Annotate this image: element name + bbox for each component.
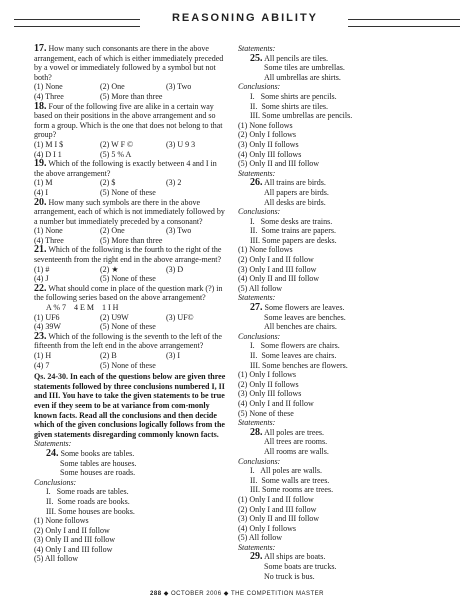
conclusions-label: Conclusions: [34, 477, 77, 487]
conclusions-label: Conclusions: [238, 331, 281, 341]
option: (3) Only II follows [238, 139, 299, 149]
option: (3) Only III follows [238, 389, 302, 399]
statements-label: Statements: [238, 168, 276, 178]
statement: All desks are birds. [264, 197, 326, 207]
option: (2) W F © [100, 139, 134, 149]
question-20: 20. How many such symbols are there in the above arrangement, each of which is not immediately followed by a number but immediately preceded by a consonant? [34, 196, 225, 226]
option: (1) None follows [34, 516, 89, 526]
option: (3) 2 [166, 178, 182, 188]
option: (5) None of these [100, 187, 156, 197]
magazine-name: THE COMPETITION MASTER [230, 591, 324, 597]
option: (4) Only I follows [238, 523, 296, 533]
left-column [34, 44, 226, 564]
options-19 [34, 178, 226, 188]
statements-label: Statements: [238, 542, 276, 552]
option: (1) None follows [238, 120, 293, 130]
statement: 24. Some books are tables. [46, 447, 135, 459]
page-number: 288 [150, 591, 162, 597]
option: (2) Only I and II follow [238, 255, 314, 265]
question-19: 19. Which of the following is exactly between 4 and I in the above arrangement? [34, 158, 217, 178]
conclusions-label: Conclusions: [238, 82, 281, 92]
option: (4) Three [34, 91, 64, 101]
statement: All umbrellas are shirts. [264, 72, 341, 82]
option: (3) Only II and III follow [34, 535, 116, 545]
conclusion: III. Some houses are books. [46, 506, 135, 516]
options-21 [34, 265, 226, 275]
option: (3) I [166, 351, 180, 360]
option: (5) All follow [34, 554, 78, 564]
statements-label: Statements: [34, 439, 72, 449]
conclusion: II. Some walls are trees. [250, 475, 330, 485]
option: (3) Only II and III follow [238, 514, 320, 524]
option: (4) Only II and III follow [238, 274, 320, 284]
header-rule-left [14, 19, 140, 27]
option: (1) UF6 [34, 312, 60, 322]
question-17: 17. How many such consonants are there in the above arrangement, each of which is either immediately preceded by a vowel or immediately followed by a symbol but not both? [34, 43, 224, 82]
option: (4) Only I and III follow [34, 544, 113, 554]
options-23 [34, 351, 226, 361]
option: (5) All follow [238, 283, 282, 293]
option: (2) One [100, 226, 125, 236]
option: (5) More than three [100, 91, 163, 101]
question-18: 18. Four of the following five are alike in a certain way based on their positions in the above arrangement and so form a group. Which is the one that does not belong to that group? [34, 100, 223, 140]
conclusion: I. Some desks are trains. [250, 216, 333, 226]
option: (1) M I $ [34, 139, 64, 149]
option: (5) None of these [238, 408, 294, 418]
options-23b [34, 361, 226, 371]
issue-date: OCTOBER 2006 [171, 591, 222, 597]
diamond-icon: ◆ [223, 591, 229, 597]
option: (1) None [34, 82, 63, 92]
option: (4) Only III follows [238, 149, 302, 159]
option: (4) D I 1 [34, 149, 62, 159]
option: (2) One [100, 82, 125, 92]
option: (4) Only I and II follow [238, 398, 314, 408]
statement: 28. All poles are trees. [250, 426, 325, 438]
option: (5) More than three [100, 235, 163, 245]
series: A % 7 4 E M 1 I H [46, 303, 119, 313]
option: (1) Only I follows [238, 370, 296, 380]
question-22: 22. What should come in place of the question mark (?) in the following series based on the above arrangement? [34, 282, 223, 303]
option: (1) None follows [238, 245, 293, 255]
option: (4) Three [34, 235, 64, 245]
option: (3) Two [166, 226, 192, 236]
option: (2) Only I follows [238, 130, 296, 140]
statement: All papers are birds. [264, 187, 329, 197]
options-22b [34, 322, 226, 332]
option: (1) M [34, 178, 53, 188]
option: (3) UF© [166, 312, 194, 322]
conclusion: II. Some roads are books. [46, 496, 130, 506]
statement: 26. All trains are birds. [250, 177, 326, 189]
statements-label: Statements: [238, 293, 276, 303]
option: (1) Only I and II follow [238, 494, 314, 504]
conclusion: I. Some shirts are pencils. [250, 91, 337, 101]
conclusion: II. Some shirts are tiles. [250, 101, 328, 111]
option: (3) U 9 3 [166, 139, 196, 149]
option: (3) D [166, 264, 184, 274]
options-17b [34, 92, 226, 102]
option: (3) Only I and III follow [238, 264, 317, 274]
option: (1) H [34, 351, 52, 360]
option: (5) None of these [100, 322, 156, 332]
option: (5) Only II and III follow [238, 159, 320, 169]
statement: All benches are chairs. [264, 322, 337, 332]
page-footer [0, 590, 474, 597]
option: (2) Only I and III follow [238, 504, 317, 514]
conclusion: I. All poles are walls. [250, 466, 322, 476]
instructions: Qs. 24-30. In each of the questions below are given three statements followed by three conclusions numbered I, II and III. You have to take the given statements to be true even if they seem to be at variance from com-monly known facts. Read all the conclusions and then decide which of the given conclusions logically follows from the given statements disregarding commonly known facts. [34, 372, 226, 439]
conclusion: III. Some papers are desks. [250, 235, 337, 245]
conclusion: I. Some flowers are chairs. [250, 341, 340, 351]
page-header [0, 0, 474, 40]
statement: Some houses are roads. [60, 468, 136, 478]
conclusions-label: Conclusions: [238, 207, 281, 217]
right-column [238, 44, 448, 581]
options-21b [34, 274, 226, 284]
statements-label: Statements: [238, 44, 276, 53]
diamond-icon: ◆ [163, 591, 169, 597]
option: (4) I [34, 187, 48, 197]
options-18 [34, 140, 226, 150]
conclusion: III. Some umbrellas are pencils. [250, 111, 353, 121]
section-title: REASONING ABILITY [171, 12, 319, 24]
statement: 29. All ships are boats. [250, 551, 326, 563]
options-20 [34, 226, 226, 236]
conclusion: I. Some roads are tables. [46, 487, 129, 497]
options-19b [34, 188, 226, 198]
option: (1) None [34, 226, 63, 236]
options-17 [34, 82, 226, 92]
statement: No truck is bus. [264, 571, 315, 581]
option: (3) Two [166, 82, 192, 92]
statement: All rooms are walls. [264, 446, 329, 456]
options-18b [34, 150, 226, 160]
statement: All trees are rooms. [264, 437, 328, 447]
question-23: 23. Which of the following is the seventh to the left of the fifteenth from the left end in the above arrangement? [34, 330, 222, 351]
header-rule-right [348, 19, 460, 27]
option: (4) 39W [34, 322, 61, 332]
option: (2) ★ [100, 264, 119, 274]
option: (4) 7 [34, 360, 50, 370]
statements-label: Statements: [238, 418, 276, 428]
statement: Some tables are houses. [60, 458, 137, 468]
conclusion: II. Some leaves are chairs. [250, 351, 337, 360]
statement: Some leaves are benches. [264, 312, 346, 322]
options-22 [34, 313, 226, 323]
option: (2) B [100, 351, 117, 360]
statement: 25. All pencils are tiles. [250, 52, 329, 64]
option: (5) 5 % A [100, 149, 132, 159]
option: (5) None of these [100, 360, 156, 370]
conclusion: III. Some rooms are trees. [250, 485, 334, 495]
statement: Some boats are trucks. [264, 562, 337, 572]
option: (2) Only I and II follow [34, 525, 110, 535]
option: (5) None of these [100, 274, 156, 284]
question-21: 21. Which of the following is the fourth to the right of the seventeenth from the right end in the above arrange-ment? [34, 244, 222, 265]
option: (4) J [34, 274, 49, 284]
statement: Some tiles are umbrellas. [264, 63, 345, 73]
statement: 27. Some flowers are leaves. [250, 302, 345, 314]
conclusion: III. Some benches are flowers. [250, 360, 348, 370]
option: (2) U9W [100, 312, 129, 322]
option: (2) Only II follows [238, 379, 299, 389]
conclusion: II. Some trains are papers. [250, 226, 336, 236]
option: (2) $ [100, 178, 116, 188]
option: (1) # [34, 264, 50, 274]
option: (5) All follow [238, 533, 282, 543]
conclusions-label: Conclusions: [238, 456, 281, 466]
